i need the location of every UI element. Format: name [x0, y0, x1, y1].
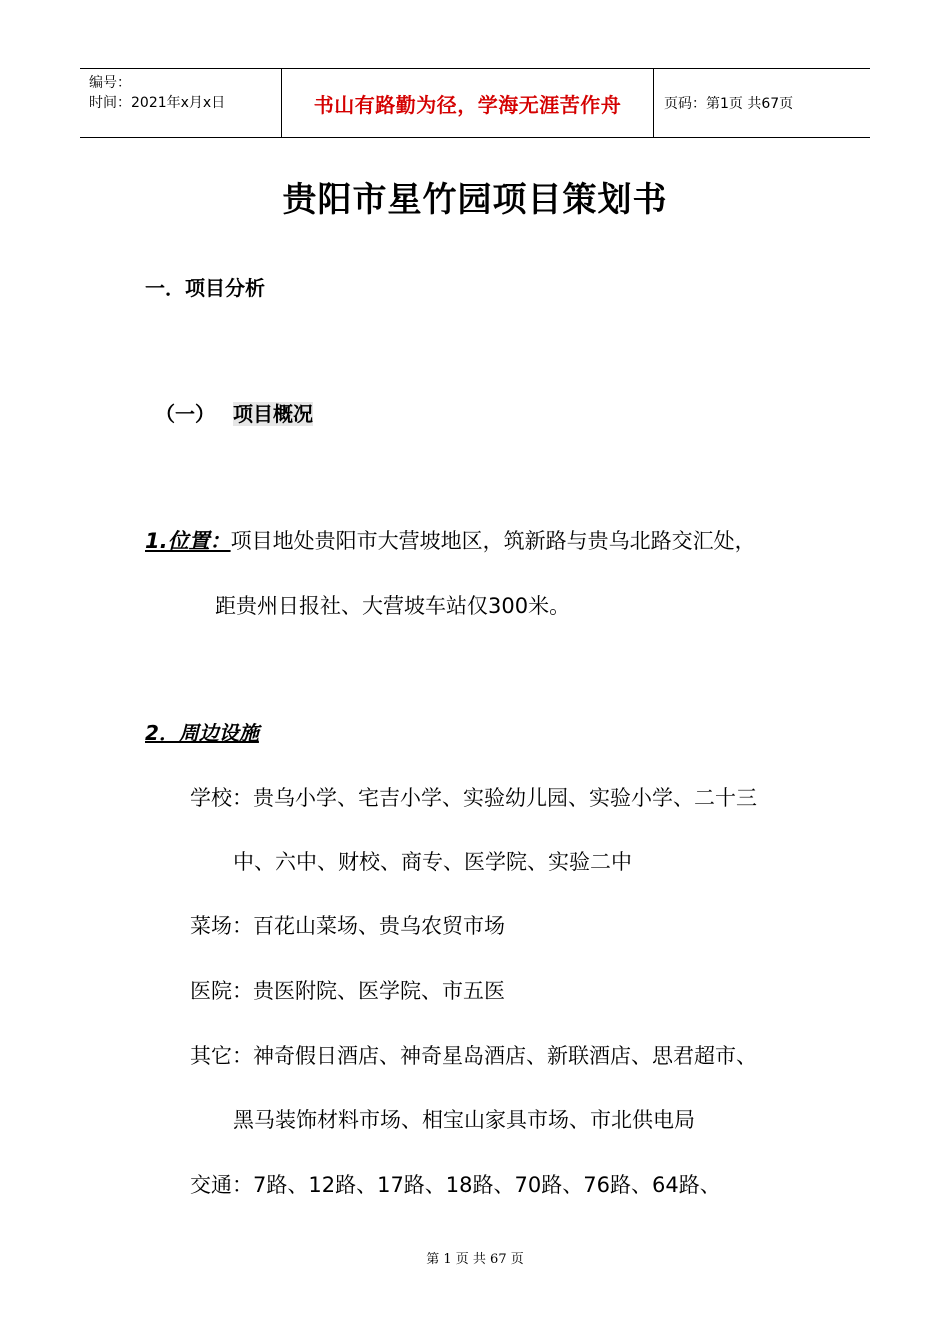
location-line-1: 项目地处贵阳市大营坡地区，筑新路与贵乌北路交汇处， — [230, 529, 756, 553]
facilities-others-line-2: 黑马装饰材料市场、相宝山家具市场、市北供电局 — [233, 1108, 695, 1132]
facilities-traffic: 交通：7路、12路、17路、18路、70路、76路、64路、 — [190, 1173, 721, 1197]
facilities-others-line-1: 其它：神奇假日酒店、神奇星岛酒店、新联酒店、思君超市、 — [190, 1044, 757, 1068]
header-motto: 书山有路勤为径，学海无涯苦作舟 — [281, 69, 654, 137]
location-label: 1.位置： — [145, 529, 231, 553]
section-heading-project-analysis: 一．项目分析 — [145, 276, 265, 300]
facilities-schools-line-2: 中、六中、财校、商专、医学院、实验二中 — [233, 850, 632, 874]
facilities-hospitals: 医院：贵医附院、医学院、市五医 — [190, 979, 505, 1003]
facilities-markets: 菜场：百花山菜场、贵乌农贸市场 — [190, 914, 505, 938]
document-number-label: 编号： — [89, 75, 131, 91]
subsection-heading-overview — [155, 398, 313, 427]
location-paragraph — [145, 525, 756, 555]
subsection-number: （一） — [155, 402, 215, 426]
header-table — [80, 68, 870, 138]
subsection-title: 项目概况 — [233, 402, 313, 426]
header-meta — [80, 69, 281, 137]
location-line-2: 距贵州日报社、大营坡车站仅300米。 — [215, 594, 571, 618]
page-footer: 第 1 页 共 67 页 — [426, 1252, 524, 1267]
document-date: 时间：2021年x月x日 — [89, 95, 226, 111]
facilities-label: 2．周边设施 — [145, 721, 259, 745]
header-page-info: 页码：第1页 共67页 — [664, 96, 794, 112]
facilities-schools-line-1: 学校：贵乌小学、宅吉小学、实验幼儿园、实验小学、二十三 — [190, 786, 757, 810]
document-title: 贵阳市星竹园项目策划书 — [282, 180, 668, 220]
